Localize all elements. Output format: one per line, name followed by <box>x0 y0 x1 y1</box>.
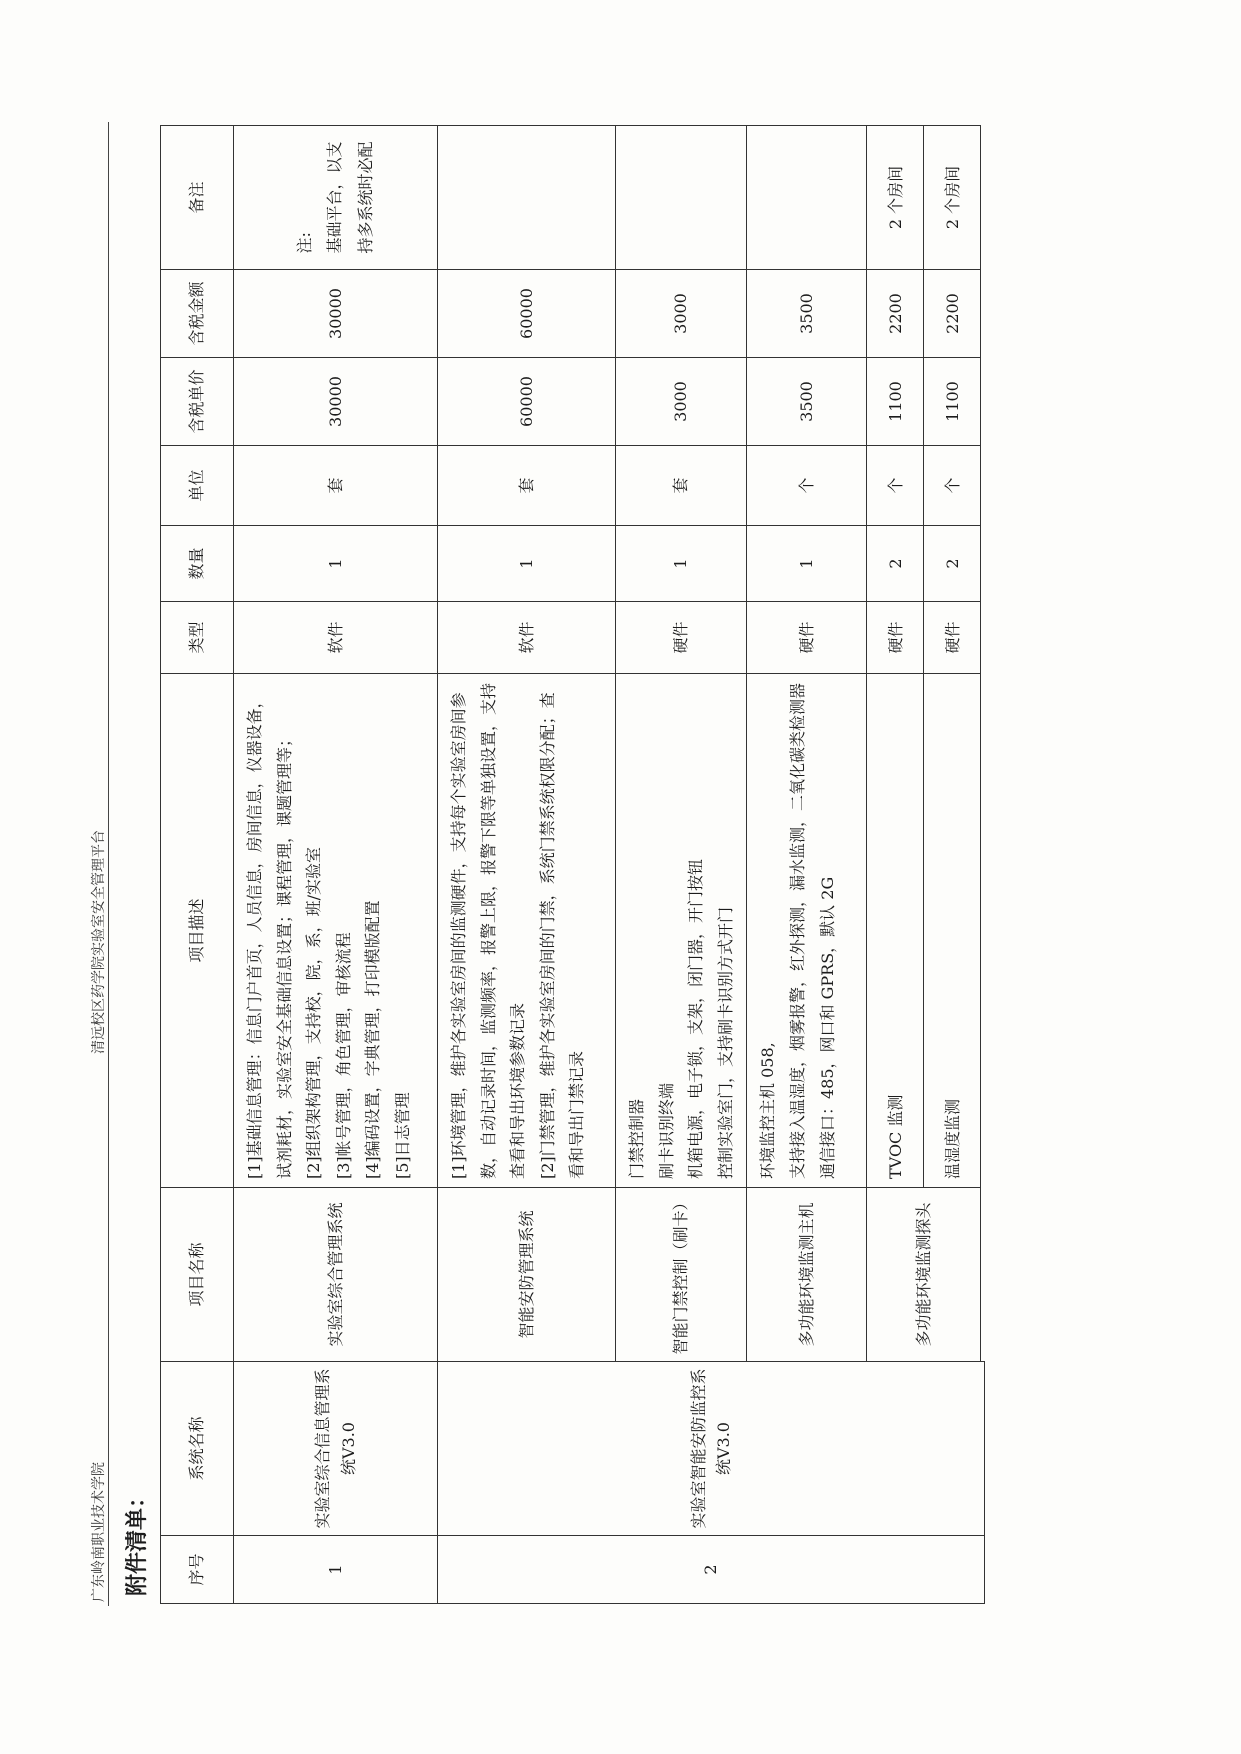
item-description <box>747 674 867 1188</box>
item-remark <box>747 126 867 270</box>
remark-note <box>290 142 381 254</box>
col-header-unit: 单位 <box>161 446 234 526</box>
item-amount: 2200 <box>867 270 924 358</box>
item-amount: 60000 <box>438 270 616 358</box>
item-qty: 2 <box>867 526 924 602</box>
item-description <box>438 674 616 1188</box>
item-type: 硬件 <box>747 602 867 674</box>
item-name: 实验室综合管理系统 <box>234 1188 438 1362</box>
col-header-remark: 备注 <box>161 126 234 270</box>
desc-line: [2]门禁管理，维护各实验室房间的门禁，系统门禁系统权限分配；查看和导出门禁记录 <box>537 692 587 1179</box>
item-remark <box>234 126 438 270</box>
item-unit: 个 <box>867 446 924 526</box>
item-unit-price: 1100 <box>867 358 924 446</box>
col-header-description: 项目描述 <box>161 674 234 1188</box>
row-no: 2 <box>438 1536 985 1604</box>
item-remark <box>616 126 747 270</box>
col-header-type: 类型 <box>161 602 234 674</box>
item-unit: 个 <box>747 446 867 526</box>
item-unit-price: 3500 <box>747 358 867 446</box>
item-unit-price: 30000 <box>234 358 438 446</box>
items-table <box>160 125 985 1604</box>
header-platform: 清远校区药学院实验室安全管理平台 <box>91 830 107 1054</box>
item-remark: 2 个房间 <box>924 126 981 270</box>
desc-line: 环境监控主机 058, <box>758 1042 778 1179</box>
table-row <box>234 126 438 1604</box>
item-amount: 30000 <box>234 270 438 358</box>
item-name: 多功能环境监测探头 <box>867 1188 981 1362</box>
item-unit: 个 <box>924 446 981 526</box>
item-unit-price: 3000 <box>616 358 747 446</box>
remark-line: 基础平台，以支 <box>325 141 345 254</box>
item-unit: 套 <box>438 446 616 526</box>
col-header-amount: 含税金额 <box>161 270 234 358</box>
item-name: 多功能环境监测主机 <box>747 1188 867 1362</box>
col-header-system: 系统名称 <box>161 1362 234 1536</box>
desc-line: 通信接口：485，网口和 GPRS，默认 2G <box>817 876 837 1179</box>
item-type: 硬件 <box>924 602 981 674</box>
item-qty: 1 <box>616 526 747 602</box>
desc-line: [4]编码设置，字典管理，打印模版配置 <box>363 900 383 1179</box>
item-unit-price: 60000 <box>438 358 616 446</box>
item-name: 智能安防管理系统 <box>438 1188 616 1362</box>
doc-title: 附件清单： <box>124 1485 150 1596</box>
item-description <box>616 674 747 1188</box>
item-description: TVOC 监测 <box>867 674 924 1188</box>
row-no: 1 <box>234 1536 438 1604</box>
item-type: 软件 <box>234 602 438 674</box>
col-header-qty: 数量 <box>161 526 234 602</box>
item-unit: 套 <box>616 446 747 526</box>
item-description <box>234 674 438 1188</box>
col-header-item-name: 项目名称 <box>161 1188 234 1362</box>
item-unit: 套 <box>234 446 438 526</box>
col-header-unit-price: 含税单价 <box>161 358 234 446</box>
header-rule <box>108 122 109 1606</box>
item-remark: 2 个房间 <box>867 126 924 270</box>
desc-line: 控制实验室门，支持刷卡识别方式开门 <box>715 906 735 1179</box>
item-remark <box>438 126 616 270</box>
system-name: 实验室智能安防监控系统V3.0 <box>438 1362 985 1536</box>
remark-line: 注: <box>294 232 314 254</box>
item-type: 硬件 <box>867 602 924 674</box>
header-org: 广东岭南职业技术学院 <box>91 1462 107 1602</box>
desc-line: 刷卡识别终端 <box>656 1082 676 1179</box>
system-name: 实验室综合信息管理系统V3.0 <box>234 1362 438 1536</box>
item-description: 温湿度监测 <box>924 674 981 1188</box>
item-amount: 3500 <box>747 270 867 358</box>
desc-line: [2]组织架构管理，支持校，院，系，班/实验室 <box>304 846 324 1179</box>
desc-line: 支持接入温湿度，烟雾报警，红外探测，漏水监测，二氧化碳类检测器 <box>787 682 807 1179</box>
desc-line: [3]帐号管理，角色管理，审核流程 <box>333 932 353 1179</box>
item-qty: 2 <box>924 526 981 602</box>
item-type: 软件 <box>438 602 616 674</box>
item-qty: 1 <box>747 526 867 602</box>
spacer-cell <box>981 126 985 1362</box>
table-row <box>438 126 616 1604</box>
item-type: 硬件 <box>616 602 747 674</box>
item-unit-price: 1100 <box>924 358 981 446</box>
desc-line: [5]日志管理 <box>392 1092 412 1179</box>
desc-line: [1]基础信息管理：信息门户首页，人员信息，房间信息，仪器设备，试剂耗材，实验室安全基础信息设置；课程管理，课题管理等； <box>245 692 294 1179</box>
desc-line: [1]环境管理，维护各实验室房间的监测硬件，支持每个实验室房间参数，自动记录时间，监测频率，报警上限，报警下限等单独设置，支持查看和导出环境参数记录 <box>449 682 528 1179</box>
item-amount: 3000 <box>616 270 747 358</box>
col-header-no: 序号 <box>161 1536 234 1604</box>
item-qty: 1 <box>438 526 616 602</box>
header-row <box>161 126 234 1604</box>
item-name: 智能门禁控制（刷卡） <box>616 1188 747 1362</box>
item-amount: 2200 <box>924 270 981 358</box>
desc-line: 机箱电源，电子锁，支架，闭门器，开门按钮 <box>686 858 706 1179</box>
remark-line: 持多系统时必配 <box>355 141 375 254</box>
item-qty: 1 <box>234 526 438 602</box>
desc-line: 门禁控制器 <box>627 1098 646 1179</box>
